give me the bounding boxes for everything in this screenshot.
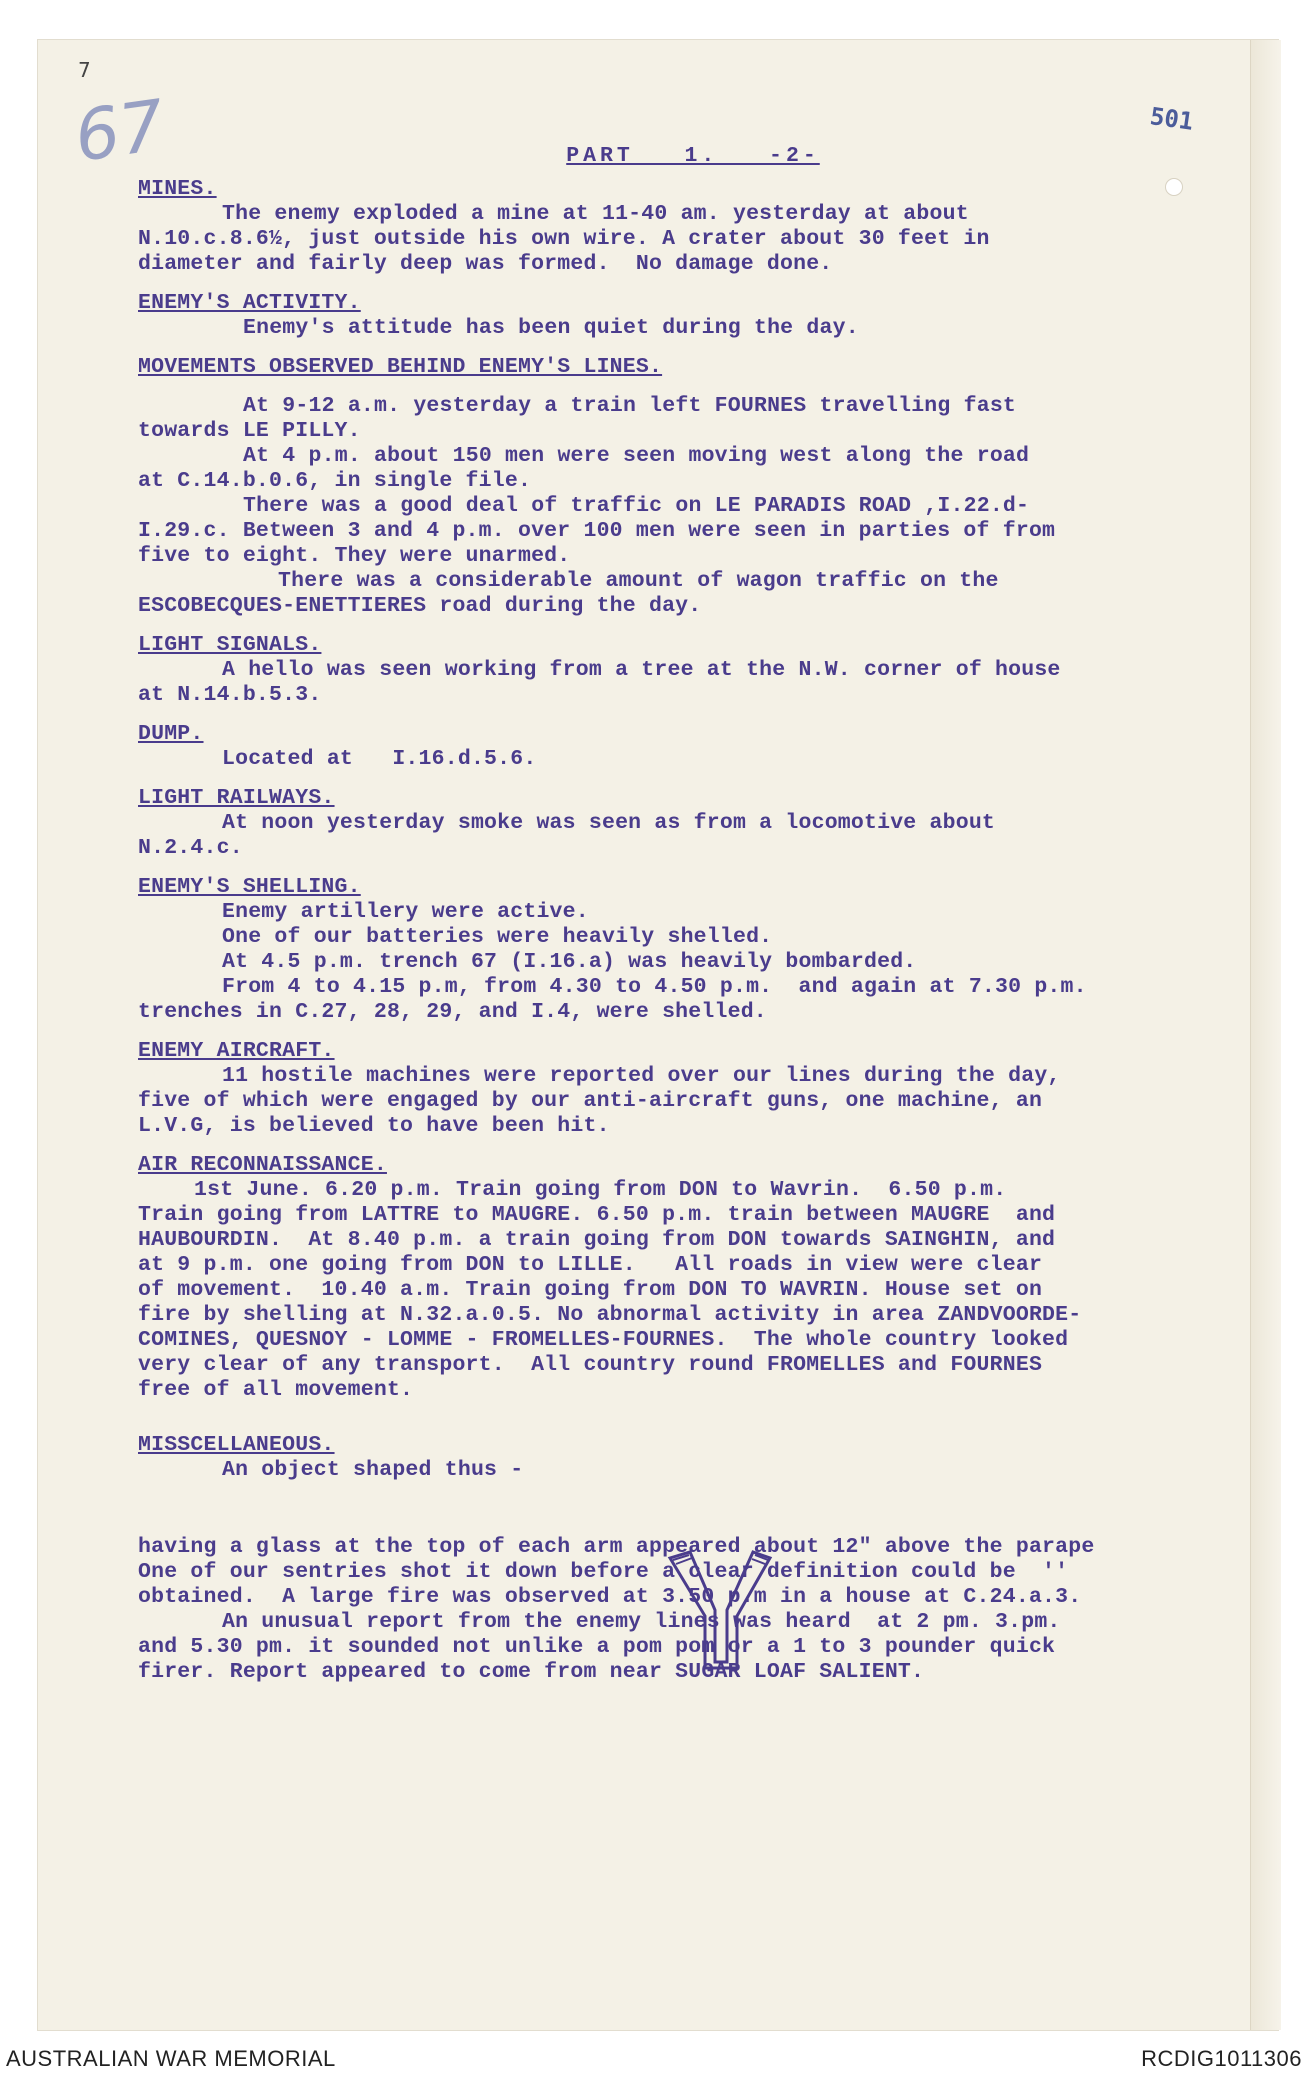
- section-heading-air-reconnaissance: AIR RECONNAISSANCE.: [138, 1153, 387, 1177]
- text-line: An object shaped thus -: [222, 1458, 524, 1482]
- text-line: From 4 to 4.15 p.m, from 4.30 to 4.50 p.m. and again at 7.30 p.m.: [222, 975, 1087, 999]
- folio-number: 67: [69, 84, 170, 178]
- text-line: One of our sentries shot it down before a clear definition could be '': [138, 1560, 1069, 1584]
- text-line: The enemy exploded a mine at 11-40 am. yesterday at about: [222, 202, 969, 226]
- section-heading-movements: MOVEMENTS OBSERVED BEHIND ENEMY'S LINES.: [138, 355, 663, 379]
- text-line: trenches in C.27, 28, 29, and I.4, were shelled.: [138, 1000, 767, 1024]
- section-heading-miscellaneous: MISSCELLANEOUS.: [138, 1433, 335, 1457]
- text-line: Enemy's attitude has been quiet during the day.: [243, 316, 859, 340]
- text-line: At 9-12 a.m. yesterday a train left FOURNES travelling fast: [243, 394, 1017, 418]
- text-line: fire by shelling at N.32.a.0.5. No abnormal activity in area ZANDVOORDE-: [138, 1303, 1082, 1327]
- section-heading-mines: MINES.: [138, 177, 217, 201]
- text-line: N.10.c.8.6½, just outside his own wire. A crater about 30 feet in: [138, 227, 990, 251]
- text-line: diameter and fairly deep was formed. No damage done.: [138, 252, 833, 276]
- text-line: I.29.c. Between 3 and 4 p.m. over 100 men were seen in parties of from: [138, 519, 1056, 543]
- text-line: Enemy artillery were active.: [222, 900, 589, 924]
- text-line: at 9 p.m. one going from DON to LILLE. All roads in view were clear: [138, 1253, 1043, 1277]
- text-line: having a glass at the top of each arm appeared about 12" above the parape: [138, 1535, 1095, 1559]
- text-line: N.2.4.c.: [138, 836, 243, 860]
- document-body: [138, 144, 1248, 1685]
- text-line: HAUBOURDIN. At 8.40 p.m. a train going from DON towards SAINGHIN, and: [138, 1228, 1056, 1252]
- section-heading-dump: DUMP.: [138, 722, 204, 746]
- text-line: There was a good deal of traffic on LE PARADIS ROAD ,I.22.d-: [243, 494, 1030, 518]
- text-line: An unusual report from the enemy lines was heard at 2 pm. 3.pm.: [222, 1610, 1061, 1634]
- section-heading-light-signals: LIGHT SIGNALS.: [138, 633, 322, 657]
- text-line: 11 hostile machines were reported over our lines during the day,: [222, 1064, 1061, 1088]
- y-shape-drawing: [665, 1550, 775, 1670]
- text-line: at C.14.b.0.6, in single file.: [138, 469, 532, 493]
- page-edge: [1250, 40, 1281, 2030]
- text-line: and 5.30 pm. it sounded not unlike a pom pom or a 1 to 3 pounder quick: [138, 1635, 1056, 1659]
- section-heading-enemy-shelling: ENEMY'S SHELLING.: [138, 875, 361, 899]
- text-line: At noon yesterday smoke was seen as from a locomotive about: [222, 811, 996, 835]
- pencil-mark: 7: [78, 58, 91, 82]
- section-heading-enemy-aircraft: ENEMY AIRCRAFT.: [138, 1039, 335, 1063]
- section-heading-light-railways: LIGHT RAILWAYS.: [138, 786, 335, 810]
- text-line: free of all movement.: [138, 1378, 414, 1402]
- stamp-number: 501: [1148, 102, 1196, 136]
- footer-source: AUSTRALIAN WAR MEMORIAL: [6, 2046, 336, 2071]
- text-line: towards LE PILLY.: [138, 419, 361, 443]
- footer-id: RCDIG1011306: [1141, 2046, 1302, 2071]
- page-title: PART 1. -2-: [566, 144, 820, 168]
- text-line: 1st June. 6.20 p.m. Train going from DON to Wavrin. 6.50 p.m.: [194, 1178, 1007, 1202]
- text-line: obtained. A large fire was observed at 3.50 p.m in a house at C.24.a.3.: [138, 1585, 1082, 1609]
- text-line: Located at I.16.d.5.6.: [222, 747, 537, 771]
- text-line: There was a considerable amount of wagon traffic on the: [278, 569, 999, 593]
- text-line: of movement. 10.40 a.m. Train going from DON TO WAVRIN. House set on: [138, 1278, 1043, 1302]
- text-line: five to eight. They were unarmed.: [138, 544, 571, 568]
- text-line: One of our batteries were heavily shelled.: [222, 925, 773, 949]
- text-line: Train going from LATTRE to MAUGRE. 6.50 p.m. train between MAUGRE and: [138, 1203, 1056, 1227]
- text-line: very clear of any transport. All country round FROMELLES and FOURNES: [138, 1353, 1043, 1377]
- text-line: five of which were engaged by our anti-aircraft guns, one machine, an: [138, 1089, 1043, 1113]
- text-line: At 4 p.m. about 150 men were seen moving west along the road: [243, 444, 1030, 468]
- text-line: COMINES, QUESNOY - LOMME - FROMELLES-FOURNES. The whole country looked: [138, 1328, 1069, 1352]
- text-line: A hello was seen working from a tree at the N.W. corner of house: [222, 658, 1061, 682]
- text-line: firer. Report appeared to come from near SUGAR LOAF SALIENT.: [138, 1660, 925, 1684]
- text-line: at N.14.b.5.3.: [138, 683, 322, 707]
- section-heading-enemy-activity: ENEMY'S ACTIVITY.: [138, 291, 361, 315]
- text-line: ESCOBECQUES-ENETTIERES road during the day.: [138, 594, 702, 618]
- text-line: L.V.G, is believed to have been hit.: [138, 1114, 610, 1138]
- text-line: At 4.5 p.m. trench 67 (I.16.a) was heavily bombarded.: [222, 950, 917, 974]
